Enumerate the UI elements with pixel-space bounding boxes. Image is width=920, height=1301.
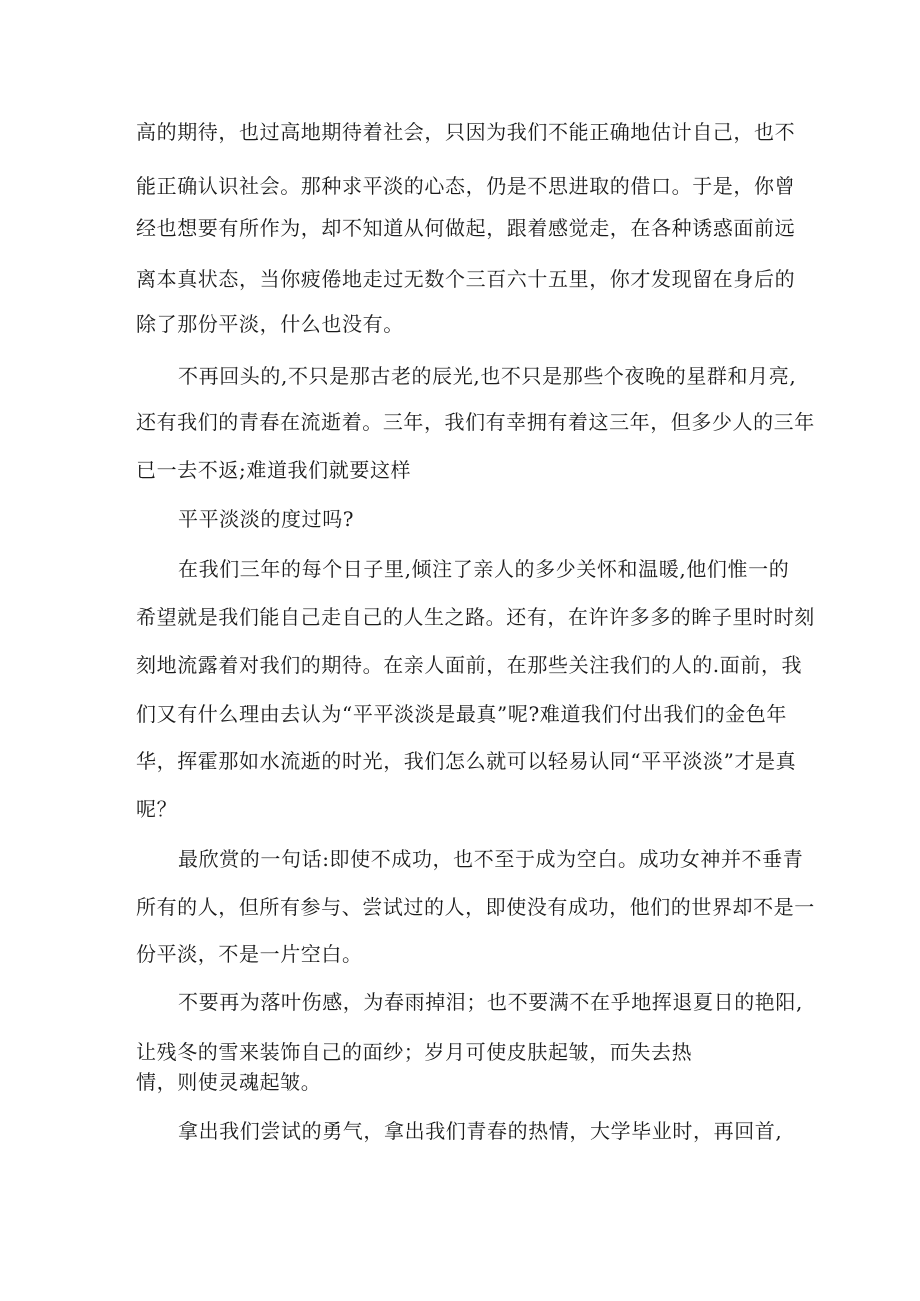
- text-line: 平平淡淡的度过吗?: [178, 507, 355, 531]
- text-line: 已一去不返;难道我们就要这样: [136, 458, 412, 482]
- text-line: 拿出我们尝试的勇气，拿出我们青春的热情，大学毕业时，再回首,: [178, 1119, 783, 1143]
- text-line: 情，则使灵魂起皱。: [136, 1070, 322, 1094]
- text-line: 刻地流露着对我们的期待。在亲人面前，在那些关注我们的人的.面前，我: [136, 653, 803, 677]
- text-line: 离本真状态，当你疲倦地走过无数个三百六十五里，你才发现留在身后的: [136, 267, 796, 291]
- text-line: 呢？: [136, 797, 178, 821]
- text-line: 让残冬的雪来装饰自己的面纱；岁月可使皮肤起皱，而失去热: [136, 1040, 693, 1064]
- text-line: 们又有什么理由去认为“平平淡淡是最真”呢?难道我们付出我们的金色年: [136, 702, 787, 726]
- text-line: 份平淡，不是一片空白。: [136, 942, 363, 966]
- text-line: 还有我们的青春在流逝着。三年，我们有幸拥有着这三年，但多少人的三年: [136, 410, 815, 434]
- text-line: 高的期待，也过高地期待着社会，只因为我们不能正确地估计自己，也不: [136, 120, 796, 144]
- text-line: 不要再为落叶伤感，为春雨掉泪；也不要满不在乎地挥退夏日的艳阳,: [178, 990, 803, 1014]
- text-line: 能正确认识社会。那种求平淡的心态，仍是不思进取的借口。于是，你曾: [136, 174, 796, 198]
- text-line: 华，挥霍那如水流逝的时光，我们怎么就可以轻易认同“平平淡淡”才是真: [136, 749, 797, 773]
- text-line: 所有的人，但所有参与、尝试过的人，即使没有成功，他们的世界却不是一: [136, 895, 815, 919]
- text-line: 最欣赏的一句话:即使不成功，也不至于成为空白。成功女神并不垂青: [178, 847, 804, 871]
- text-line: 经也想要有所作为，却不知道从何做起，跟着感觉走，在各种诱惑面前远: [136, 216, 796, 240]
- text-line: 在我们三年的每个日子里,倾注了亲人的多少关怀和温暖,他们惟一的: [178, 557, 790, 581]
- text-line: 希望就是我们能自己走自己的人生之路。还有，在许许多多的眸子里时时刻: [136, 605, 815, 629]
- text-line: 除了那份平淡，什么也没有。: [136, 312, 404, 336]
- text-line: 不再回头的,不只是那古老的辰光,也不只是那些个夜晚的星群和月亮,: [178, 364, 797, 388]
